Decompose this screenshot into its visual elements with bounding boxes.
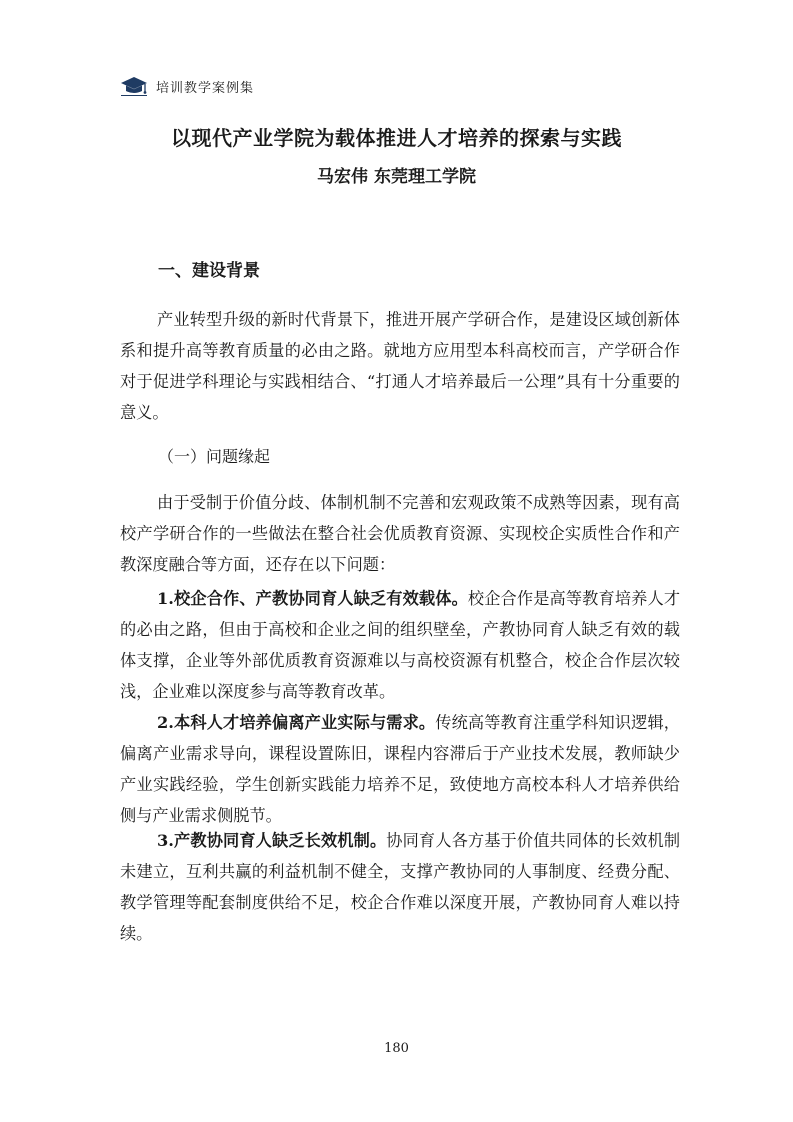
header-label: 培训教学案例集 <box>156 80 255 96</box>
issue-text-3: 协同育人各方基于价值共同体的长效机制未建立，互利共赢的利益机制不健全，支撑产教协同的人事制度、经费分配、教学管理等配套制度供给不足，校企合作难以深度开展，产教协同育人难以持续。 <box>120 831 681 943</box>
issue-text-1: 校企合作是高等教育培养人才的必由之路，但由于高校和企业之间的组织壁垒，产教协同育人缺乏有效的载体支撑，企业等外部优质教育资源难以与高校资源有机整合，校企合作层次较浅，企业难以深度参与高等教育改革。 <box>120 589 681 701</box>
subsection-heading: （一）问题缘起 <box>158 447 271 466</box>
page-number: 180 <box>384 1041 409 1056</box>
issue-paragraph-1 <box>120 583 680 707</box>
author-line: 马宏伟 东莞理工学院 <box>317 167 476 187</box>
issue-lead-3: 3.产教协同育人缺乏长效机制。 <box>157 831 387 850</box>
issue-lead-1: 1.校企合作、产教协同育人缺乏有效载体。 <box>157 589 468 608</box>
issue-lead-2: 2.本科人才培养偏离产业实际与需求。 <box>157 713 436 732</box>
issue-text-2: 传统高等教育注重学科知识逻辑，偏离产业需求导向，课程设置陈旧，课程内容滞后于产业技术发展，教师缺少产业实践经验，学生创新实践能力培养不足，致使地方高校本科人才培养供给侧与产业需求侧脱节。 <box>120 713 680 825</box>
background-paragraph: 由于受制于价值分歧、体制机制不完善和宏观政策不成熟等因素，现有高校产学研合作的一些做法在整合社会优质教育资源、实现校企实质性合作和产教深度融合等方面，还存在以下问题： <box>120 493 680 574</box>
running-header <box>120 74 254 98</box>
section-heading: 一、建设背景 <box>158 261 260 281</box>
document-title: 以现代产业学院为载体推进人才培养的探索与实践 <box>171 126 622 150</box>
issue-paragraph-3 <box>120 825 680 949</box>
graduation-cap-icon <box>120 75 148 97</box>
issue-paragraph-2 <box>120 707 680 831</box>
intro-paragraph: 产业转型升级的新时代背景下，推进开展产学研合作，是建设区域创新体系和提升高等教育质量的必由之路。就地方应用型本科高校而言，产学研合作对于促进学科理论与实践相结合、“打通人才培养最后一公理”具有十分重要的意义。 <box>120 310 680 422</box>
